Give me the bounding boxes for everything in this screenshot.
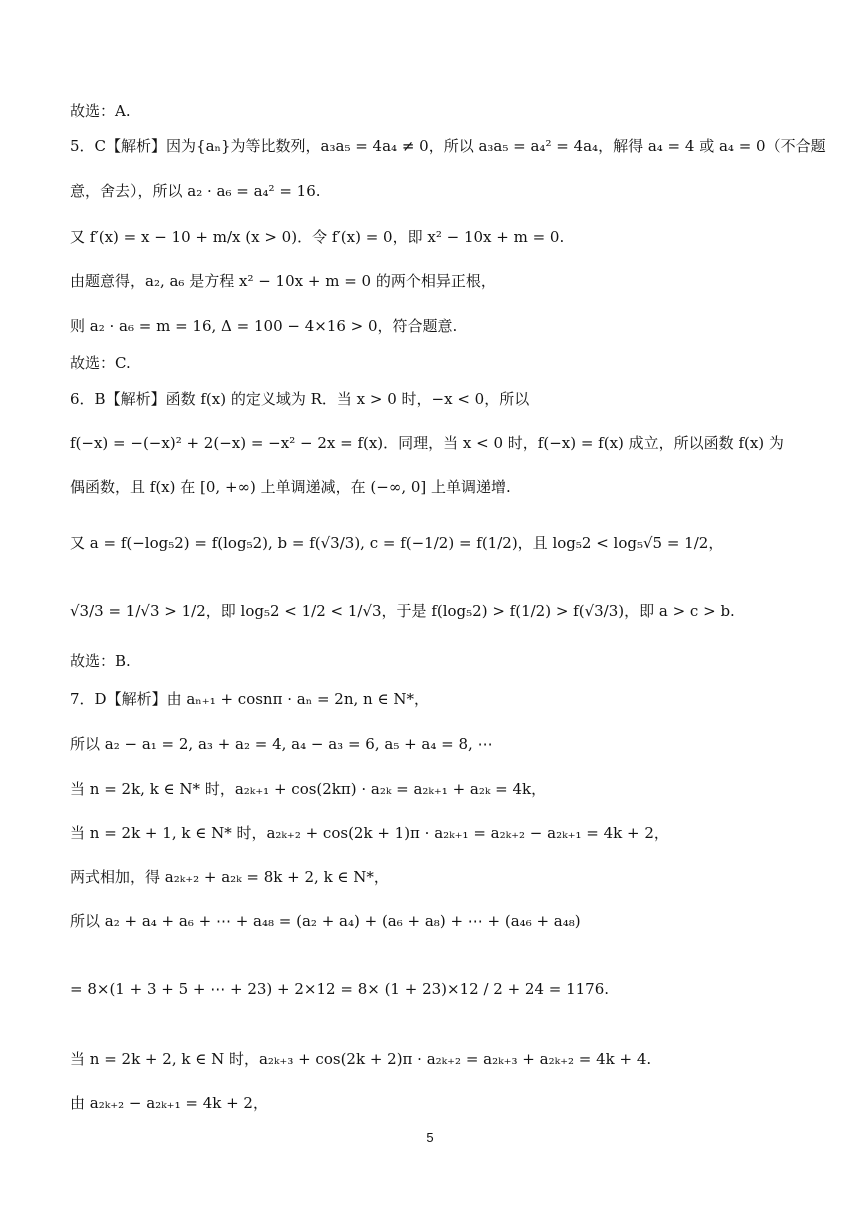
text-line-11: 又 a = f(−log₅2) = f(log₅2), b = f(√3/3), c = f(−1/2) = f(1/2)，且 log₅2 < log₅√5 = 1/2，	[70, 534, 724, 552]
text-line-7: 故选：C.	[70, 354, 131, 372]
text-line-14: 7．D【解析】由 aₙ₊₁ + cosnπ · aₙ = 2n, n ∈ N*，	[70, 690, 429, 708]
text-line-13: 故选：B.	[70, 652, 131, 670]
text-line-16: 当 n = 2k, k ∈ N* 时，a₂ₖ₊₁ + cos(2kπ) · a₂ₖ = a₂ₖ₊₁ + a₂ₖ = 4k，	[70, 780, 547, 798]
text-line-5: 由题意得，a₂, a₆ 是方程 x² − 10x + m = 0 的两个相异正根，	[70, 272, 496, 290]
text-line-18: 两式相加，得 a₂ₖ₊₂ + a₂ₖ = 8k + 2, k ∈ N*，	[70, 868, 389, 886]
text-line-9: f(−x) = −(−x)² + 2(−x) = −x² − 2x = f(x)．同理，当 x < 0 时，f(−x) = f(x) 成立，所以函数 f(x) 为	[70, 434, 784, 452]
text-line-1: 故选：A.	[70, 102, 131, 120]
text-line-4: 又 f′(x) = x − 10 + m/x (x > 0)．令 f′(x) = 0，即 x² − 10x + m = 0.	[70, 228, 565, 246]
text-line-20: = 8×(1 + 3 + 5 + ⋯ + 23) + 2×12 = 8× (1 + 23)×12 / 2 + 24 = 1176.	[70, 980, 610, 998]
text-line-6: 则 a₂ · a₆ = m = 16, Δ = 100 − 4×16 > 0，符合题意.	[70, 317, 458, 335]
text-line-19: 所以 a₂ + a₄ + a₆ + ⋯ + a₄₈ = (a₂ + a₄) + (a₆ + a₈) + ⋯ + (a₄₆ + a₄₈)	[70, 912, 581, 930]
page-number: 5	[426, 1130, 434, 1145]
text-line-12: √3/3 = 1/√3 > 1/2，即 log₅2 < 1/2 < 1/√3，于是 f(log₅2) > f(1/2) > f(√3/3)，即 a > c > b.	[70, 602, 735, 620]
text-line-17: 当 n = 2k + 1, k ∈ N* 时，a₂ₖ₊₂ + cos(2k + 1)π · a₂ₖ₊₁ = a₂ₖ₊₂ − a₂ₖ₊₁ = 4k + 2，	[70, 824, 669, 842]
text-line-8: 6．B【解析】函数 f(x) 的定义域为 R．当 x > 0 时，−x < 0，所以	[70, 390, 530, 408]
text-line-2: 5．C【解析】因为{aₙ}为等比数列，a₃a₅ = 4a₄ ≠ 0，所以 a₃a₅ = a₄² = 4a₄，解得 a₄ = 4 或 a₄ = 0（不合题	[70, 137, 826, 155]
text-line-21: 当 n = 2k + 2, k ∈ N 时，a₂ₖ₊₃ + cos(2k + 2)π · a₂ₖ₊₂ = a₂ₖ₊₃ + a₂ₖ₊₂ = 4k + 4.	[70, 1050, 652, 1068]
text-line-10: 偶函数，且 f(x) 在 [0, +∞) 上单调递减，在 (−∞, 0] 上单调递增.	[70, 478, 511, 496]
text-line-22: 由 a₂ₖ₊₂ − a₂ₖ₊₁ = 4k + 2，	[70, 1094, 268, 1112]
text-line-3: 意，舍去），所以 a₂ · a₆ = a₄² = 16.	[70, 182, 321, 200]
text-line-15: 所以 a₂ − a₁ = 2, a₃ + a₂ = 4, a₄ − a₃ = 6, a₅ + a₄ = 8, ⋯	[70, 735, 493, 753]
